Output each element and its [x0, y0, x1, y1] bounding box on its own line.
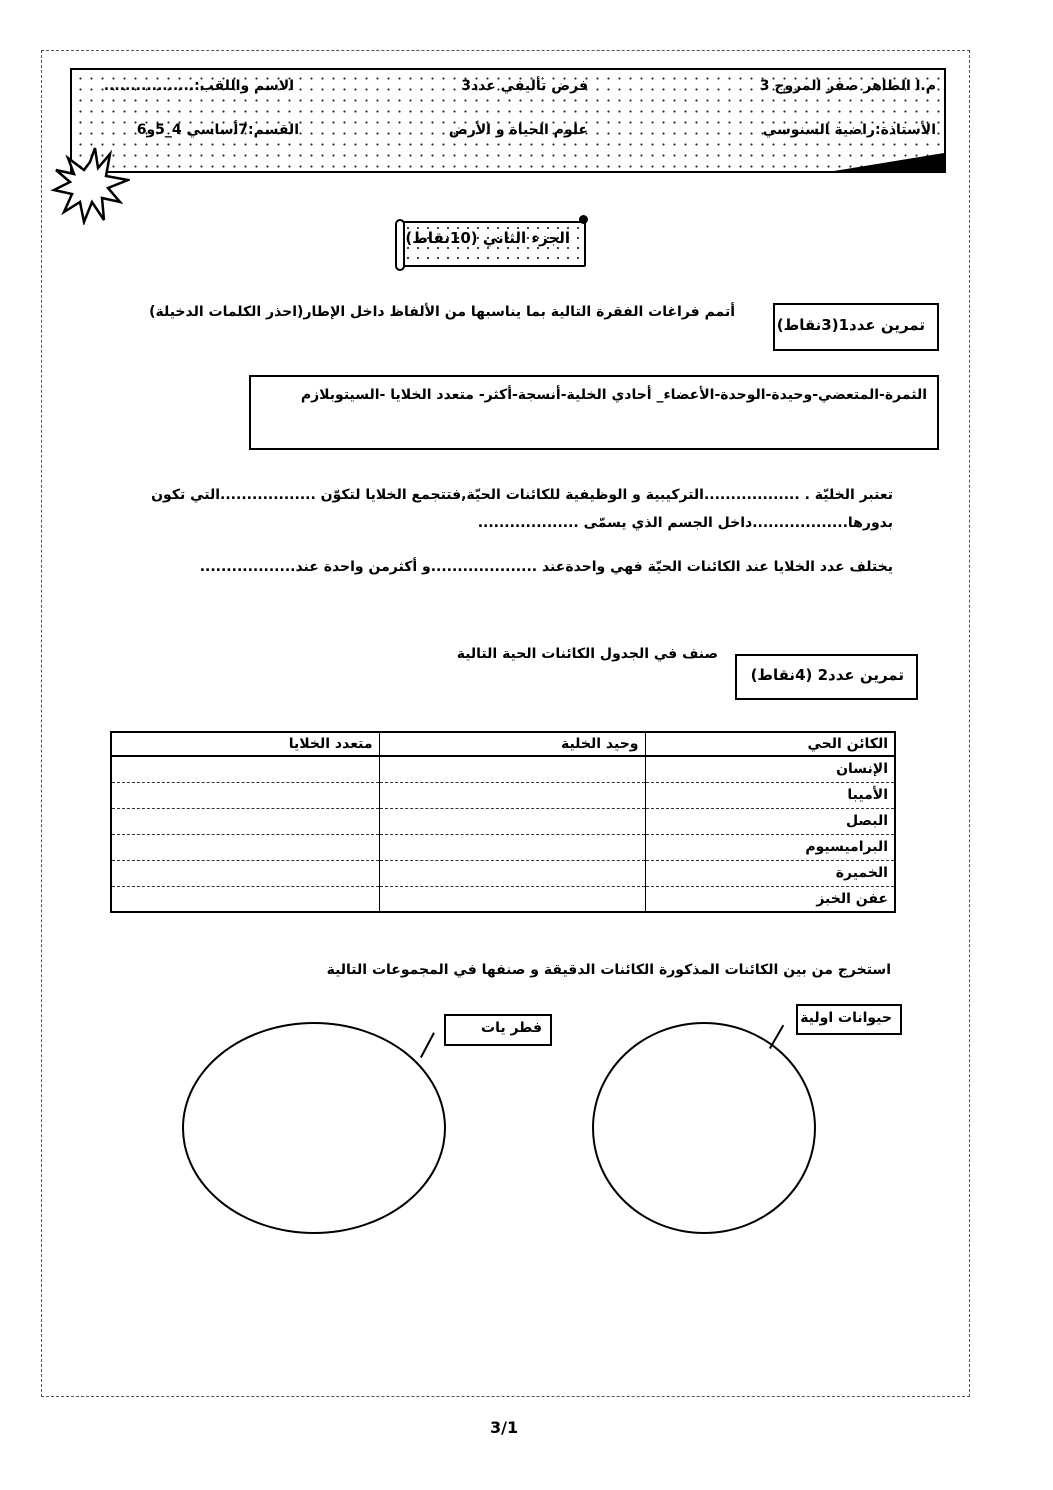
exercise1-label: تمرين عدد1(3نقاط) — [776, 316, 925, 334]
school-name: م.ا الطاهر صفر المروج 3 — [759, 78, 936, 94]
organism-cell: الإنسان — [645, 756, 895, 782]
subject-name: علوم الحياة و الأرض — [448, 122, 588, 138]
table-row — [111, 886, 895, 912]
section-title: الجزء الثاني (10نقاط) — [405, 229, 570, 247]
starburst-icon — [50, 140, 130, 225]
protozoa-group-ellipse[interactable] — [592, 1022, 816, 1234]
fungi-label: فطر يات — [481, 1020, 542, 1036]
header-organism: الكائن الحي — [645, 732, 895, 756]
classification-table — [110, 731, 896, 913]
unicellular-cell[interactable] — [379, 860, 645, 886]
paragraph-line-3[interactable]: يختلف عدد الخلايا عند الكائنات الحيّة فهي واحدةعند ....................و أكثرمن واحدة عند.................. — [199, 559, 893, 575]
paragraph-line-2[interactable]: بدورها..................داخل الجسم الذي يسمّى ................... — [477, 515, 893, 531]
multicellular-cell[interactable] — [111, 808, 379, 834]
header-fold-decoration — [834, 153, 944, 171]
table-row — [111, 782, 895, 808]
scroll-roll — [395, 219, 405, 271]
word-bank-box — [249, 375, 939, 450]
protozoa-label: حيوانات اولية — [800, 1010, 892, 1026]
fungi-label-box — [444, 1014, 552, 1046]
paragraph-line-1[interactable]: تعتبر الخليّة . ..................التركيبية و الوظيفية للكائنات الحيّة,فتتجمع الخلايا لتكوّن ..................التي تكون — [151, 487, 893, 503]
organism-cell: الأميبا — [645, 782, 895, 808]
exercise2-label: تمرين عدد2 (4نقاط) — [750, 666, 904, 684]
unicellular-cell[interactable] — [379, 782, 645, 808]
multicellular-cell[interactable] — [111, 834, 379, 860]
multicellular-cell[interactable] — [111, 782, 379, 808]
class-name: القسم:7أساسي 4_5و6 — [136, 122, 299, 138]
exercise1-label-box — [773, 303, 939, 351]
exercise2-instruction: صنف في الجدول الكائنات الحية التالية — [456, 646, 718, 662]
exam-title: فرض تأليفي عدد3 — [461, 78, 588, 94]
multicellular-cell[interactable] — [111, 860, 379, 886]
student-name-field: الاسم واللقب:................. — [103, 78, 294, 94]
table-row — [111, 808, 895, 834]
header-unicellular: وحيد الخلية — [379, 732, 645, 756]
fungi-group-ellipse[interactable] — [182, 1022, 446, 1234]
organism-cell: الخميرة — [645, 860, 895, 886]
table-header-row — [111, 732, 895, 756]
table-row — [111, 834, 895, 860]
section-title-scroll — [393, 215, 588, 270]
exercise2-label-box — [735, 654, 918, 700]
table-row — [111, 756, 895, 782]
header-multicellular: متعدد الخلايا — [111, 732, 379, 756]
organism-cell: البراميسيوم — [645, 834, 895, 860]
organism-cell: عفن الخبز — [645, 886, 895, 912]
teacher-name: الأستاذة:راضية السنوسي — [762, 122, 936, 138]
multicellular-cell[interactable] — [111, 886, 379, 912]
scroll-dot — [579, 215, 588, 224]
multicellular-cell[interactable] — [111, 756, 379, 782]
unicellular-cell[interactable] — [379, 756, 645, 782]
word-bank: الثمرة-المتعضي-وحيدة-الوحدة-الأعضاء_ أحادي الخلية-أنسجة-أكثر- متعدد الخلايا -السيتوبلازم — [300, 387, 927, 403]
protozoa-label-box — [796, 1004, 902, 1035]
exam-header — [70, 68, 946, 173]
exercise1-instruction: أتمم فراغات الفقرة التالية بما يناسبها من الألفاظ داخل الإطار(احذر الكلمات الدخيلة) — [149, 304, 735, 320]
table-row — [111, 860, 895, 886]
groups-instruction: استخرج من بين الكائنات المذكورة الكائنات الدقيقة و صنفها في المجموعات التالية — [326, 962, 891, 978]
page-number: 3/1 — [490, 1418, 519, 1437]
unicellular-cell[interactable] — [379, 808, 645, 834]
unicellular-cell[interactable] — [379, 886, 645, 912]
organism-cell: البصل — [645, 808, 895, 834]
unicellular-cell[interactable] — [379, 834, 645, 860]
